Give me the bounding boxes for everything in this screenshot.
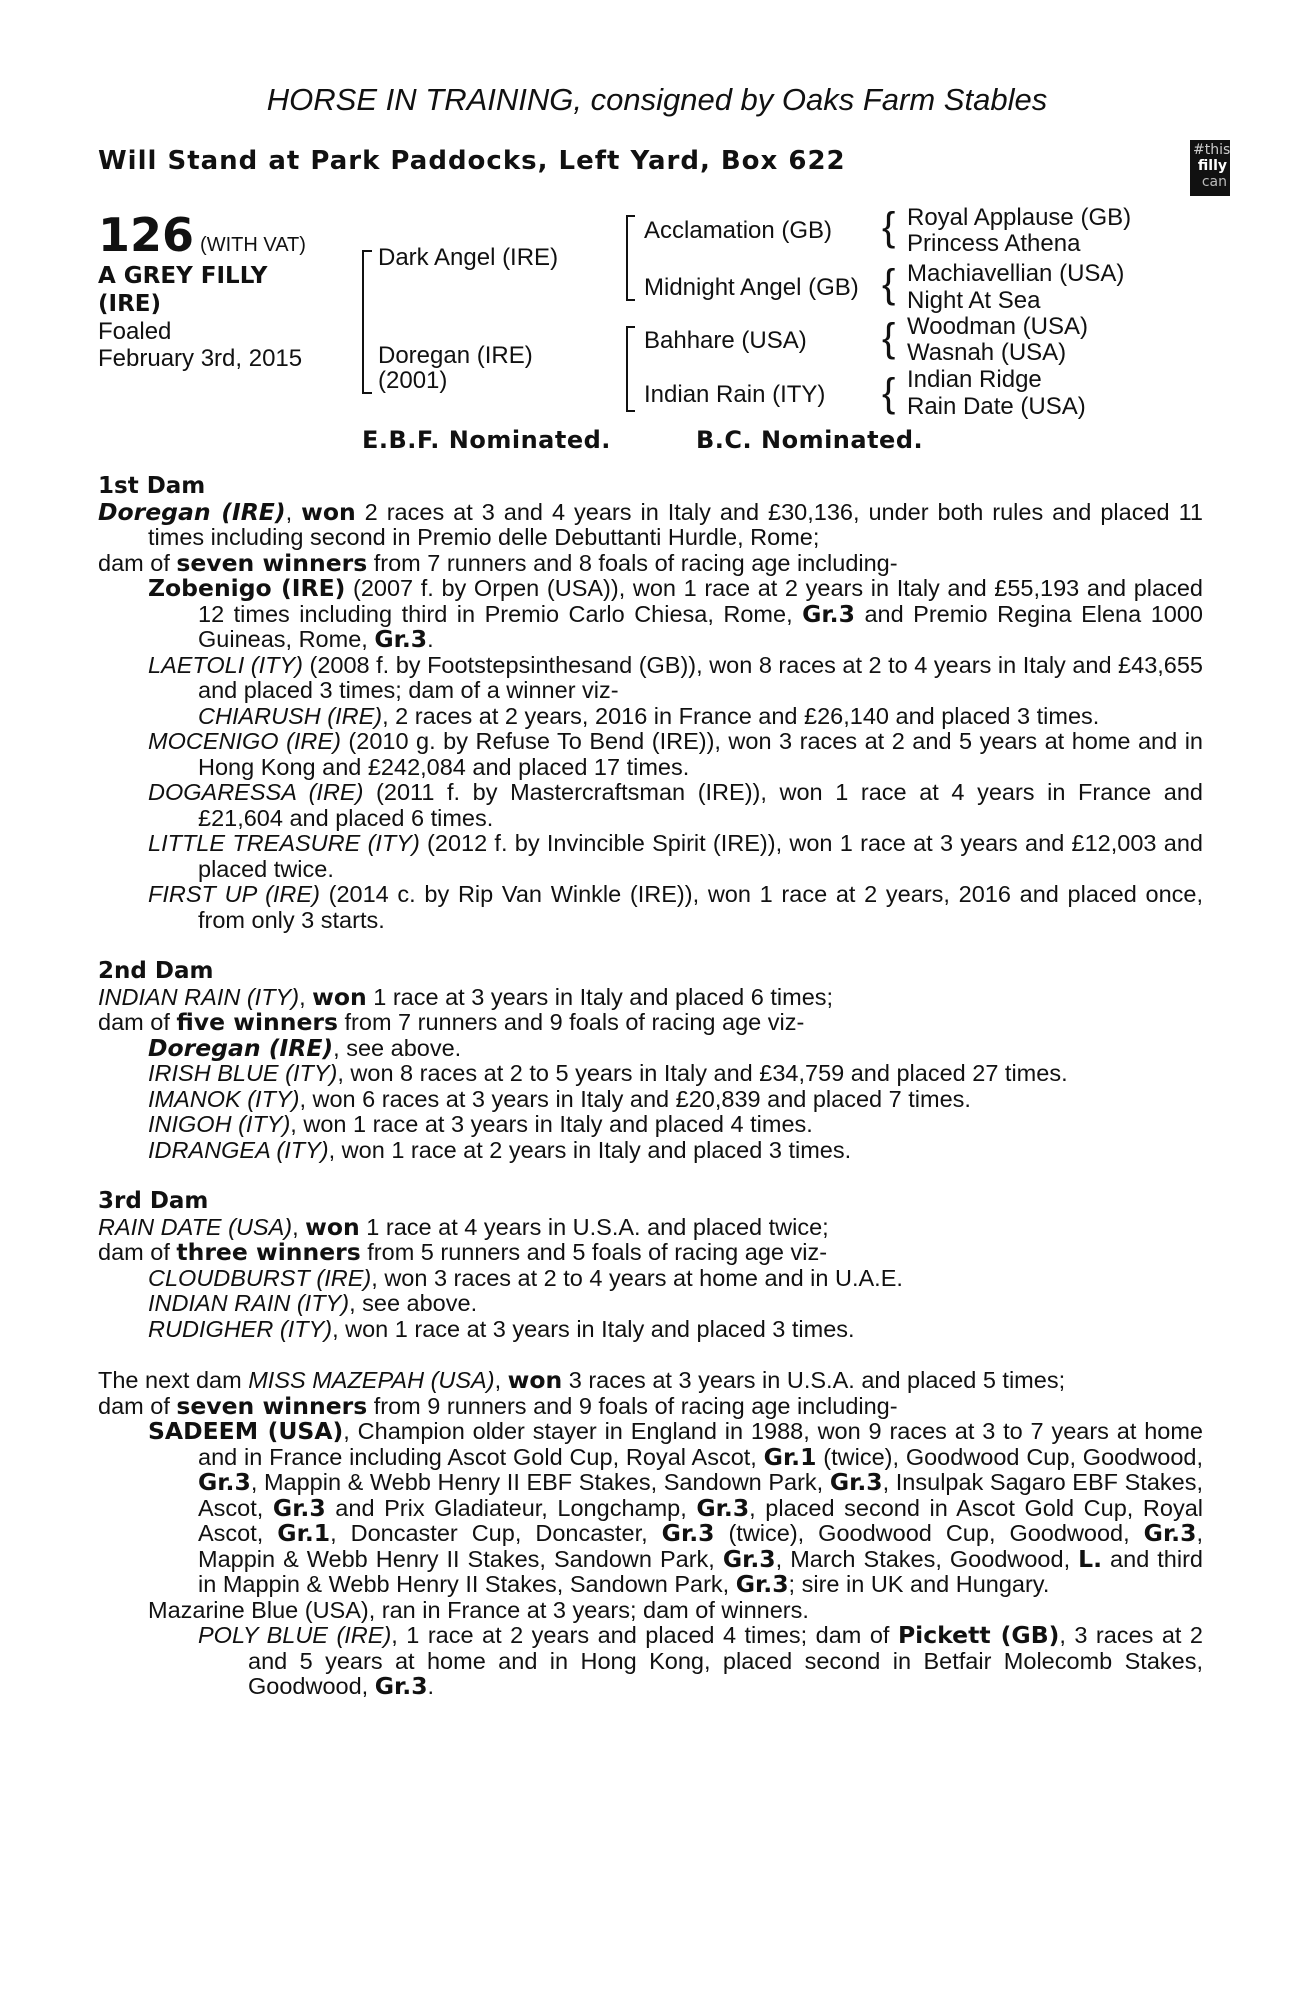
winners-count: seven winners [176, 548, 368, 577]
bc-nominated: B.C. Nominated. [696, 426, 924, 454]
pedigree-sire-dam: Midnight Angel (GB) [644, 274, 859, 301]
produce-text: (twice), Goodwood Cup, Goodwood, [816, 1443, 1203, 1470]
horse-name: Pickett (GB) [897, 1621, 1060, 1649]
foaled-label: Foaled [98, 318, 172, 345]
horse-name: CLOUDBURST (IRE) [148, 1264, 372, 1291]
bracket-generation-1 [362, 250, 372, 394]
grade-label: Gr.1 [763, 1442, 817, 1471]
won-label: won [301, 497, 356, 526]
next-dam-record: 3 races at 3 years in U.S.A. and placed 5 times; [562, 1367, 1066, 1393]
logo-line-1: #this [1193, 142, 1231, 158]
lot-number: 126 [98, 208, 195, 262]
produce-text: (2008 f. by Footstepsinthesand (GB)), won 8 races at 2 to 4 years in Italy and £43,655 and placed 3 times; dam of a winner viz- [198, 651, 1204, 703]
grade-label: Gr.3 [198, 1468, 251, 1496]
first-dam-record: 2 races at 3 and 4 years in Italy and £30,136, under both rules and placed 11 times including second in Premio delle Debuttanti Hurdle, Rome; [148, 498, 1203, 550]
ebf-nominated: E.B.F. Nominated. [362, 426, 611, 454]
horse-name: CHIARUSH (IRE) [198, 702, 383, 729]
horse-name: DOGARESSA (IRE) [148, 779, 364, 805]
page-header: HORSE IN TRAINING, consigned by Oaks Farm Stables [266, 82, 1048, 117]
grade-label: Gr.3 [374, 625, 428, 653]
produce-dogaressa [98, 780, 1203, 831]
produce-text: , won 1 race at 2 years in Italy and placed 3 times. [328, 1136, 852, 1163]
produce-text: , 2 races at 2 years, 2016 in France and £26,140 and placed 3 times. [382, 702, 1100, 729]
horse-desc-line-1: A GREY FILLY [98, 263, 268, 289]
stable-location: Will Stand at Park Paddocks, Left Yard, Box 622 [98, 146, 846, 176]
won-label: won [305, 1212, 360, 1241]
first-dam-heading: 1st Dam [98, 473, 206, 499]
third-dam-name: RAIN DATE (USA) [98, 1213, 293, 1240]
pedigree-sire: Dark Angel (IRE) [378, 244, 559, 271]
dam-of-label: dam of [98, 549, 177, 576]
horse-name: FIRST UP (IRE) [148, 881, 320, 907]
pedigree-dam-sire: Bahhare (USA) [644, 327, 807, 354]
produce-text: , 3 races at 2 and 5 years at home and in Hong Kong, placed second in Betfair Molecomb Stakes, Goodwood, [248, 1622, 1203, 1699]
produce-text: (2012 f. by Invincible Spirit (IRE)), won 1 race at 3 years and £12,003 and placed twice. [198, 830, 1203, 882]
produce-text: (2011 f. by Mastercraftsman (IRE)), won 1 race at 4 years in France and £21,604 and placed 6 times. [198, 779, 1203, 831]
dam-of-label: dam of [98, 1392, 177, 1419]
produce-text: , March Stakes, Goodwood, [775, 1545, 1079, 1572]
second-dam-summary [98, 982, 1203, 1011]
produce-rudigher [98, 1317, 1203, 1343]
produce-details: from 7 runners and 9 foals of racing age viz- [337, 1009, 805, 1035]
produce-text: , see above. [333, 1034, 462, 1061]
produce-text: , Champion older stayer in England in 1988, won 9 races at 3 to 7 years at home and in France including Ascot Gold Cup, Royal Ascot, [198, 1418, 1204, 1470]
logo-line-3: can [1201, 174, 1227, 190]
horse-name: RUDIGHER (ITY) [148, 1315, 333, 1342]
won-label: won [312, 982, 367, 1011]
brace-3: { [882, 316, 896, 360]
vat-note: (WITH VAT) [200, 234, 306, 256]
produce-text: , see above. [349, 1290, 478, 1316]
produce-little-treasure [98, 831, 1203, 882]
separator: , [494, 1367, 508, 1393]
produce-text: , won 1 race at 3 years in Italy and placed 4 times. [290, 1111, 813, 1137]
bracket-sire-line [626, 215, 635, 301]
produce-text: and Premio Regina Elena 1000 Guineas, Rome, [198, 600, 1203, 652]
pedigree-dam-year: (2001) [378, 367, 448, 394]
produce-text: (twice), Goodwood Cup, Goodwood, [714, 1520, 1144, 1546]
produce-sadeem [98, 1419, 1203, 1598]
produce-imanok [98, 1087, 1203, 1113]
horse-name: IMANOK (ITY) [148, 1085, 300, 1112]
pedigree-sdd: Night At Sea [907, 287, 1041, 314]
pedigree-dsd: Wasnah (USA) [907, 339, 1067, 366]
produce-text: , Doncaster Cup, Doncaster, [330, 1520, 662, 1546]
second-dam-name: INDIAN RAIN (ITY) [98, 983, 300, 1010]
brace-1: { [882, 205, 896, 249]
produce-text: , Mappin & Webb Henry II EBF Stakes, Sandown Park, [250, 1469, 830, 1495]
produce-indian-rain [98, 1291, 1203, 1317]
separator: , [299, 983, 313, 1010]
horse-name: LITTLE TREASURE (ITY) [148, 830, 420, 856]
grade-label: Gr.3 [722, 1544, 776, 1573]
horse-name: Zobenigo (IRE) [148, 574, 346, 602]
pedigree-ddd: Rain Date (USA) [907, 393, 1086, 420]
separator: , [292, 1213, 306, 1240]
produce-poly-blue [98, 1623, 1203, 1700]
pedigree-sds: Machiavellian (USA) [907, 260, 1125, 287]
produce-text: . [427, 1673, 435, 1699]
produce-mocenigo [98, 729, 1203, 780]
produce-text: , won 1 race at 3 years in Italy and placed 3 times. [332, 1315, 855, 1342]
produce-text: , won 3 races at 2 to 4 years at home and in U.A.E. [371, 1264, 903, 1291]
foaled-date: February 3rd, 2015 [98, 345, 303, 372]
first-dam-produce [98, 548, 1203, 577]
dam-of-label: dam of [98, 1239, 177, 1265]
lot-heading [98, 208, 306, 262]
grade-label: Gr.3 [696, 1493, 750, 1522]
produce-text: (2007 f. by Orpen (USA)), won 1 race at 2 years in Italy and £55,193 and placed 12 times including third in Premio Carlo Chiesa, Rome, [198, 575, 1203, 627]
horse-name: Doregan (IRE) [148, 1033, 334, 1062]
grade-label: Gr.3 [802, 599, 855, 628]
horse-name: MOCENIGO (IRE) [148, 728, 341, 754]
grade-label: Gr.3 [829, 1468, 883, 1496]
produce-text: (2014 c. by Rip Van Winkle (IRE)), won 1 race at 2 years, 2016 and placed once, from only 3 starts. [198, 881, 1203, 933]
produce-text: , won 8 races at 2 to 5 years in Italy and £34,759 and placed 27 times. [337, 1060, 1068, 1086]
logo-line-2: filly [1197, 158, 1227, 174]
next-dam-produce [98, 1391, 1203, 1420]
grade-label: Gr.1 [277, 1519, 331, 1547]
second-dam-record: 1 race at 3 years in Italy and placed 6 times; [366, 983, 834, 1010]
pedigree-sire-sire: Acclamation (GB) [644, 217, 833, 244]
grade-label: L. [1078, 1544, 1103, 1573]
produce-text: , placed second in Ascot Gold Cup, Royal Ascot, [198, 1494, 1203, 1546]
produce-doregan [98, 1033, 1203, 1062]
produce-mazarine-blue: Mazarine Blue (USA), ran in France at 3 years; dam of winners. [148, 1596, 809, 1623]
first-dam-name: Doregan (IRE) [98, 497, 286, 526]
second-dam-produce [98, 1010, 1203, 1036]
pedigree-dss: Woodman (USA) [907, 313, 1088, 340]
winners-count: five winners [176, 1008, 338, 1036]
grade-label: Gr.3 [374, 1672, 428, 1700]
grade-label: Gr.3 [1143, 1519, 1197, 1547]
catalogue-body [98, 474, 1203, 1700]
produce-text: and Prix Gladiateur, Longchamp, [325, 1494, 697, 1521]
first-dam-summary: Doregan (IRE), won 2 races at 3 and 4 years in Italy and £30,136, under both rules and placed 11 times including second in Premio delle Debuttanti Hurdle, Rome; [98, 497, 1203, 550]
produce-text: ; sire in UK and Hungary. [788, 1571, 1050, 1597]
bracket-dam-line [626, 326, 635, 412]
won-label: won [507, 1366, 563, 1394]
horse-name: IDRANGEA (ITY) [148, 1136, 329, 1163]
winners-count: seven winners [176, 1391, 368, 1420]
produce-details: from 7 runners and 8 foals of racing age including- [367, 549, 898, 576]
pedigree-dds: Indian Ridge [907, 366, 1042, 393]
produce-zobenigo [98, 576, 1203, 653]
produce-details: from 5 runners and 5 foals of racing age viz- [360, 1239, 828, 1265]
produce-text: , 1 race at 2 years and placed 4 times; dam of [391, 1622, 898, 1648]
produce-irish-blue [98, 1061, 1203, 1087]
horse-name: INIGOH (ITY) [148, 1111, 291, 1137]
brace-2: { [882, 262, 896, 306]
produce-chiarush [98, 704, 1203, 730]
produce-laetoli [98, 653, 1203, 704]
pedigree-ssd: Princess Athena [907, 230, 1081, 257]
foaling-info [98, 318, 302, 372]
third-dam-record: 1 race at 4 years in U.S.A. and placed twice; [359, 1213, 829, 1240]
pedigree-sss: Royal Applause (GB) [907, 204, 1132, 231]
produce-inigoh [98, 1112, 1203, 1138]
grade-label: Gr.3 [272, 1493, 326, 1522]
produce-text: , won 6 races at 3 years in Italy and £20,839 and placed 7 times. [299, 1085, 971, 1112]
produce-text: , Insulpak Sagaro EBF Stakes, Ascot, [198, 1469, 1203, 1521]
horse-name: SADEEM (USA) [148, 1417, 344, 1445]
horse-name: INDIAN RAIN (ITY) [148, 1290, 350, 1316]
pedigree-dam: Doregan (IRE) [378, 342, 533, 369]
next-dam-intro: The next dam [98, 1367, 249, 1393]
third-dam-summary [98, 1212, 1203, 1241]
next-dam-name: MISS MAZEPAH (USA) [248, 1367, 495, 1393]
produce-first-up [98, 882, 1203, 933]
horse-name: POLY BLUE (IRE) [198, 1622, 392, 1648]
horse-name: IRISH BLUE (ITY) [148, 1060, 338, 1086]
produce-text: , Mappin & Webb Henry II Stakes, Sandown Park, [198, 1520, 1203, 1572]
produce-text: . [427, 626, 434, 652]
horse-name: LAETOLI (ITY) [148, 651, 303, 678]
next-dam-summary [98, 1368, 1203, 1394]
grade-label: Gr.3 [661, 1519, 715, 1547]
produce-details: from 9 runners and 9 foals of racing age including- [367, 1392, 898, 1419]
second-dam-heading: 2nd Dam [98, 958, 214, 984]
grade-label: Gr.3 [735, 1570, 789, 1598]
horse-description [98, 262, 338, 318]
horse-desc-line-2: (IRE) [98, 291, 162, 317]
produce-cloudburst [98, 1266, 1203, 1292]
pedigree-dam-dam: Indian Rain (ITY) [644, 381, 826, 408]
winners-count: three winners [176, 1238, 361, 1266]
dam-of-label: dam of [98, 1009, 177, 1035]
brace-4: { [882, 371, 896, 415]
produce-text: and third in Mappin & Webb Henry II Stakes, Sandown Park, [198, 1545, 1203, 1597]
this-filly-can-logo [1190, 140, 1230, 196]
produce-text: (2010 g. by Refuse To Bend (IRE)), won 3 races at 2 and 5 years at home and in Hong Kong and £242,084 and placed 17 times. [198, 728, 1203, 780]
third-dam-heading: 3rd Dam [98, 1188, 209, 1214]
third-dam-produce [98, 1240, 1203, 1266]
produce-idrangea [98, 1138, 1203, 1164]
